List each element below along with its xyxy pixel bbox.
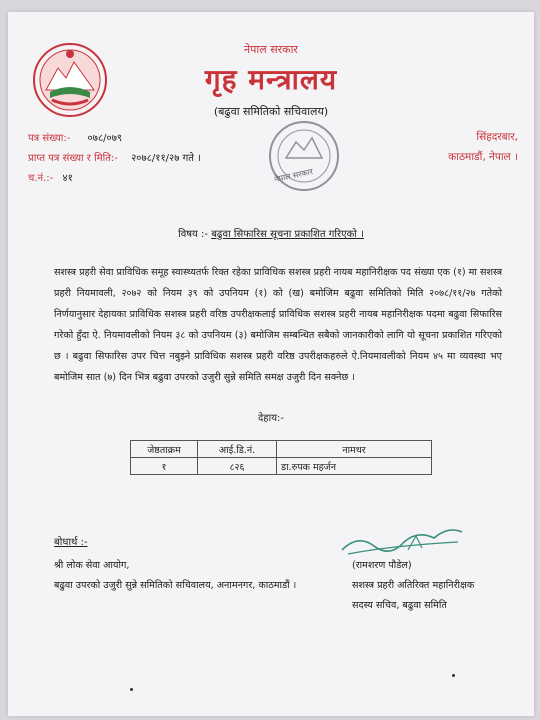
signature-icon <box>338 516 468 560</box>
letter-number <box>28 130 122 144</box>
cell-seniority: १ <box>131 458 198 475</box>
subject-label: विषय :- <box>178 229 208 240</box>
subject-line <box>8 226 534 240</box>
dispatch-number-label: च.नं.:- <box>28 173 54 184</box>
ministry-title: गृह मन्त्रालय <box>204 63 338 96</box>
bodhartha-label: बोधार्थ :- <box>54 537 88 548</box>
table-header-row <box>131 441 432 458</box>
dispatch-number <box>28 170 73 184</box>
letter-number-label: पत्र संख्या:- <box>28 133 71 144</box>
document-page <box>8 12 534 716</box>
signatory-name: (रामशरण पौडेल) <box>352 560 412 571</box>
government-name: नेपाल सरकार <box>244 43 298 56</box>
stamp-text: नेपाल सरकार <box>273 167 314 184</box>
letter-number-value: ०७८/०७९ <box>87 133 123 144</box>
speck <box>452 674 455 677</box>
address-line1: सिंहदरबार, <box>476 131 518 143</box>
cell-id: ८२६ <box>198 458 277 475</box>
subject-text: बढुवा सिफारिस सूचना प्रकाशित गरिएको । <box>211 229 364 240</box>
address-line2: काठमाडौं, नेपाल । <box>448 151 518 163</box>
cc-line2: बढुवा उपरको उजुरी सुन्ने समितिको सचिवालय, अनामनगर, काठमाडौं । <box>54 580 297 591</box>
signatory-role: सदस्य सचिव, बढुवा समिति <box>352 600 447 611</box>
received-letter-label: प्राप्त पत्र संख्या र मिति:- <box>28 153 118 164</box>
recommendation-table <box>130 440 432 475</box>
notice-body: सशस्त्र प्रहरी सेवा प्राविधिक समूह स्वास्थ्यतर्फ रिक्त रहेका प्राविधिक सशस्त्र प्रहरी नायब महानिरीक्षक पद संख्या एक (१) मा सशस्त्र प्रहरी नियमावली, २०७२ को नियम ३९ को उपनियम (१) को (ख) बमोजिम बढुवा समितिको मिति २०७८/११/२७ गतेको निर्णयानुसार देहायका प्राविधिक सशस्त्र प्रहरी वरिष्ठ उपरीक्षकलाई प्राविधिक सशस्त्र प्रहरी नायब महानिरीक्षक पदमा बढुवा सिफारिस गरेको हुँदा ऐ. नियमावलीको नियम ३८ को उपनियम (३) बमोजिम सम्बन्धित सबैको जानकारीको लागि यो सूचना प्रकाशित गरिएको छ । बढुवा सिफारिस उपर चित्त नबुझ्ने प्राविधिक सशस्त्र प्रहरी वरिष्ठ उपरीक्षकहरुले ऐ.नियमावलीको नियम ४५ मा व्यवस्था भए बमोजिम सात (७) दिन भित्र बढुवा उपरको उजुरी सुन्ने समिति समक्ष उजुरी दिन सक्नेछ । <box>54 267 502 383</box>
header-seniority: जेष्ठताक्रम <box>131 441 198 458</box>
signatory-title: सशस्त्र प्रहरी अतिरिक्त महानिरीक्षक <box>352 580 475 591</box>
speck <box>130 688 133 691</box>
cell-name: डा.रुपक महर्जन <box>277 458 432 475</box>
dehay-label: देहाय:- <box>258 413 284 424</box>
table-row <box>131 458 432 475</box>
dispatch-number-value: ४१ <box>62 173 73 184</box>
cc-line1: श्री लोक सेवा आयोग, <box>54 560 130 571</box>
received-letter <box>28 150 201 164</box>
received-letter-value: २०७८/११/२७ गते । <box>131 153 201 164</box>
secretariat-subtitle: (बढुवा समितिको सचिवालय) <box>213 105 329 118</box>
header-name: नामथर <box>277 441 432 458</box>
header-id: आई.डि.नं. <box>198 441 277 458</box>
